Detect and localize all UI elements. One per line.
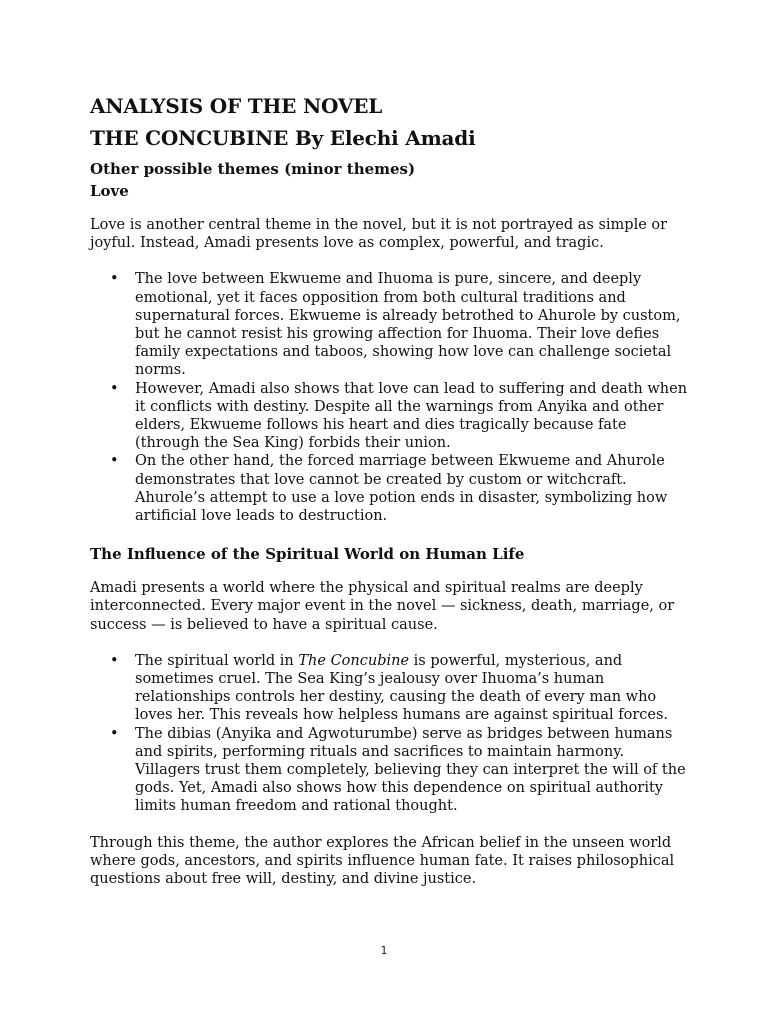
bullet-icon: • [110,380,119,397]
list-item-text: The love between Ekwueme and Ihuoma is pure, sincere, and deeply emotional, yet it faces opposition from both cultural traditions and supernatural forces. Ekwueme is already betrothed to Ahurole by custom, but he cannot resist his growing affection for Ihuoma. Their love defies family expectations and taboos, showing how love can challenge societal norms. [135,271,681,379]
spiritual-intro-paragraph: Amadi presents a world where the physical and spiritual realms are deeply interconnected. Every major event in the novel — sickness, death, marriage, or success — is believed to have a spiritual cause. [90,580,675,633]
list-item-text: The dibias (Anyika and Agwoturumbe) serve as bridges between humans and spirits, performing rituals and sacrifices to maintain harmony. Villagers trust them completely, believing they can interpret the will of the gods. Yet, Amadi also shows how this dependence on spiritual authority limits human freedom and rational thought. [135,725,686,815]
love-intro-paragraph: Love is another central theme in the novel, but it is not portrayed as simple or joyful. Instead, Amadi presents love as complex, powerful, and tragic. [90,217,668,252]
love-bullet-list [90,270,690,525]
spiritual-bullet-list [90,652,690,816]
bullet-icon: • [110,725,119,742]
love-heading: Love [90,182,129,200]
list-item-text-part: is powerful, mysterious, and sometimes cruel. The Sea King’s jealousy over Ihuoma’s human relationships controls her destiny, causing the death of every man who loves her. This reveals how helpless humans are against spiritual forces. [135,652,669,724]
list-item [90,652,690,725]
list-item [90,452,690,525]
document-page [90,94,690,906]
bullet-icon: • [110,271,119,288]
document-title-line-2: THE CONCUBINE By Elechi Amadi [90,126,476,150]
bullet-icon: • [110,652,119,669]
document-title-line-1: ANALYSIS OF THE NOVEL [90,94,383,118]
novel-title-italic: The Concubine [298,652,410,669]
minor-themes-heading: Other possible themes (minor themes) [90,160,416,178]
spiritual-world-heading: The Influence of the Spiritual World on Human Life [90,545,525,564]
list-item-text-part: The spiritual world in [135,652,299,669]
conclusion-paragraph: Through this theme, the author explores the African belief in the unseen world where gods, ancestors, and spirits influence human fate. It raises philosophical questions about free will, destiny, and divine justice. [90,834,675,888]
list-item [90,270,690,379]
list-item-text [135,653,668,724]
page-number: 1 [380,944,388,957]
bullet-icon: • [110,453,119,470]
list-item [90,380,690,453]
list-item-text: However, Amadi also shows that love can lead to suffering and death when it conflicts with destiny. Despite all the warnings from Anyika and other elders, Ekwueme follows his heart and dies tragically because fate (through the Sea King) forbids their union. [135,380,688,452]
list-item-text: On the other hand, the forced marriage between Ekwueme and Ahurole demonstrates that love cannot be created by custom or witchcraft. Ahurole’s attempt to use a love potion ends in disaster, symbolizing how artificial love leads to destruction. [135,453,668,525]
list-item [90,725,690,816]
